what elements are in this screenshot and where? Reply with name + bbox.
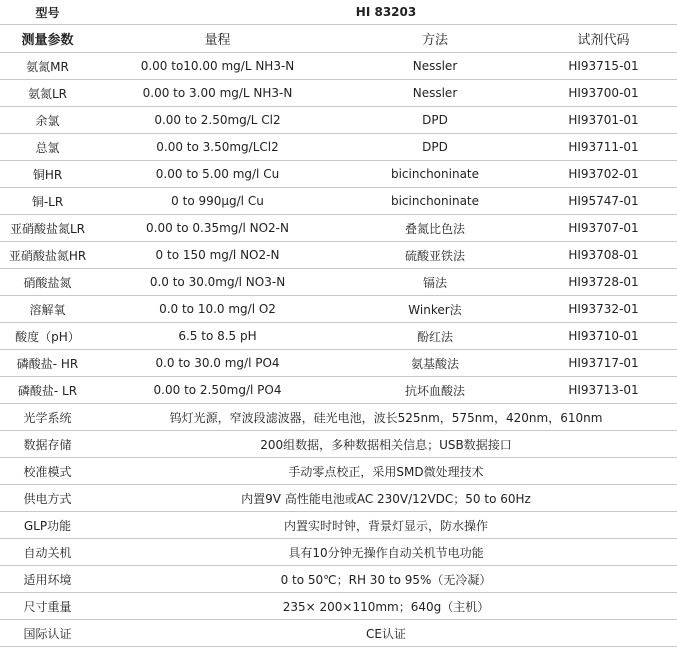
param-method: DPD	[340, 134, 530, 161]
param-code: HI93732-01	[530, 296, 677, 323]
param-name: 铜-LR	[0, 188, 95, 215]
reagent-header: 试剂代码	[530, 25, 677, 53]
spec-value: CE认证	[95, 620, 677, 647]
spec-row	[0, 593, 677, 620]
param-range: 6.5 to 8.5 pH	[95, 323, 340, 350]
param-method: 氨基酸法	[340, 350, 530, 377]
param-name: 磷酸盐- HR	[0, 350, 95, 377]
param-method: 硫酸亚铁法	[340, 242, 530, 269]
param-range: 0.0 to 30.0 mg/l PO4	[95, 350, 340, 377]
spec-name: GLP功能	[0, 512, 95, 539]
param-range: 0.00 to 0.35mg/l NO2-N	[95, 215, 340, 242]
spec-name: 校准模式	[0, 458, 95, 485]
param-range: 0.00 to 5.00 mg/l Cu	[95, 161, 340, 188]
param-code: HI93728-01	[530, 269, 677, 296]
spec-name: 数据存储	[0, 431, 95, 458]
spec-name: 尺寸重量	[0, 593, 95, 620]
param-method: Winker法	[340, 296, 530, 323]
spec-value: 具有10分钟无操作自动关机节电功能	[95, 539, 677, 566]
table-row	[0, 377, 677, 404]
param-code: HI93710-01	[530, 323, 677, 350]
table-row	[0, 269, 677, 296]
spec-row	[0, 566, 677, 593]
param-range: 0.0 to 10.0 mg/l O2	[95, 296, 340, 323]
param-range: 0.00 to 2.50mg/L Cl2	[95, 107, 340, 134]
param-name: 磷酸盐- LR	[0, 377, 95, 404]
param-name: 氨氮LR	[0, 80, 95, 107]
param-code: HI93717-01	[530, 350, 677, 377]
model-row	[0, 0, 677, 25]
spec-row	[0, 620, 677, 647]
spec-value: 200组数据，多种数据相关信息；USB数据接口	[95, 431, 677, 458]
table-row	[0, 188, 677, 215]
spec-row	[0, 404, 677, 431]
param-code: HI95747-01	[530, 188, 677, 215]
spec-value: 钨灯光源，窄波段滤波器，硅光电池，波长525nm，575nm，420nm，610nm	[95, 404, 677, 431]
table-row	[0, 296, 677, 323]
param-method: 叠氮比色法	[340, 215, 530, 242]
param-range: 0 to 990µg/l Cu	[95, 188, 340, 215]
spec-value: 0 to 50℃；RH 30 to 95%（无冷凝）	[95, 566, 677, 593]
spec-name: 国际认证	[0, 620, 95, 647]
param-code: HI93700-01	[530, 80, 677, 107]
param-method: bicinchoninate	[340, 161, 530, 188]
param-code: HI93715-01	[530, 53, 677, 80]
table-row	[0, 161, 677, 188]
model-value: HI 83203	[95, 0, 677, 25]
param-name: 铜HR	[0, 161, 95, 188]
table-row	[0, 107, 677, 134]
spec-name: 自动关机	[0, 539, 95, 566]
spec-row	[0, 485, 677, 512]
param-method: 酚红法	[340, 323, 530, 350]
param-name: 硝酸盐氮	[0, 269, 95, 296]
spec-row	[0, 458, 677, 485]
param-method: Nessler	[340, 80, 530, 107]
param-method: Nessler	[340, 53, 530, 80]
param-range: 0.00 to10.00 mg/L NH3-N	[95, 53, 340, 80]
param-method: bicinchoninate	[340, 188, 530, 215]
param-name: 溶解氧	[0, 296, 95, 323]
table-header-row	[0, 25, 677, 53]
model-label: 型号	[0, 0, 95, 25]
param-code: HI93701-01	[530, 107, 677, 134]
param-name: 酸度（pH）	[0, 323, 95, 350]
spec-name: 光学系统	[0, 404, 95, 431]
spec-row	[0, 431, 677, 458]
param-header: 测量参数	[0, 25, 95, 53]
param-range: 0.00 to 3.50mg/LCl2	[95, 134, 340, 161]
spec-row	[0, 539, 677, 566]
param-code: HI93711-01	[530, 134, 677, 161]
param-method: 抗坏血酸法	[340, 377, 530, 404]
table-row	[0, 350, 677, 377]
param-name: 余氯	[0, 107, 95, 134]
param-code: HI93713-01	[530, 377, 677, 404]
table-row	[0, 215, 677, 242]
param-name: 氨氮MR	[0, 53, 95, 80]
param-range: 0.0 to 30.0mg/l NO3-N	[95, 269, 340, 296]
table-row	[0, 242, 677, 269]
spec-name: 供电方式	[0, 485, 95, 512]
param-range: 0.00 to 3.00 mg/L NH3-N	[95, 80, 340, 107]
param-name: 亚硝酸盐氮HR	[0, 242, 95, 269]
spec-name: 适用环境	[0, 566, 95, 593]
param-code: HI93708-01	[530, 242, 677, 269]
param-name: 总氯	[0, 134, 95, 161]
param-method: DPD	[340, 107, 530, 134]
param-range: 0.00 to 2.50mg/l PO4	[95, 377, 340, 404]
spec-value: 手动零点校正，采用SMD微处理技术	[95, 458, 677, 485]
method-header: 方法	[340, 25, 530, 53]
spec-value: 内置实时时钟，背景灯显示，防水操作	[95, 512, 677, 539]
table-row	[0, 323, 677, 350]
param-name: 亚硝酸盐氮LR	[0, 215, 95, 242]
param-method: 镉法	[340, 269, 530, 296]
table-row	[0, 80, 677, 107]
spec-value: 内置9V 高性能电池或AC 230V/12VDC；50 to 60Hz	[95, 485, 677, 512]
spec-row	[0, 512, 677, 539]
table-row	[0, 134, 677, 161]
range-header: 量程	[95, 25, 340, 53]
param-code: HI93707-01	[530, 215, 677, 242]
param-range: 0 to 150 mg/l NO2-N	[95, 242, 340, 269]
spec-value: 235× 200×110mm；640g（主机）	[95, 593, 677, 620]
table-row	[0, 53, 677, 80]
param-code: HI93702-01	[530, 161, 677, 188]
